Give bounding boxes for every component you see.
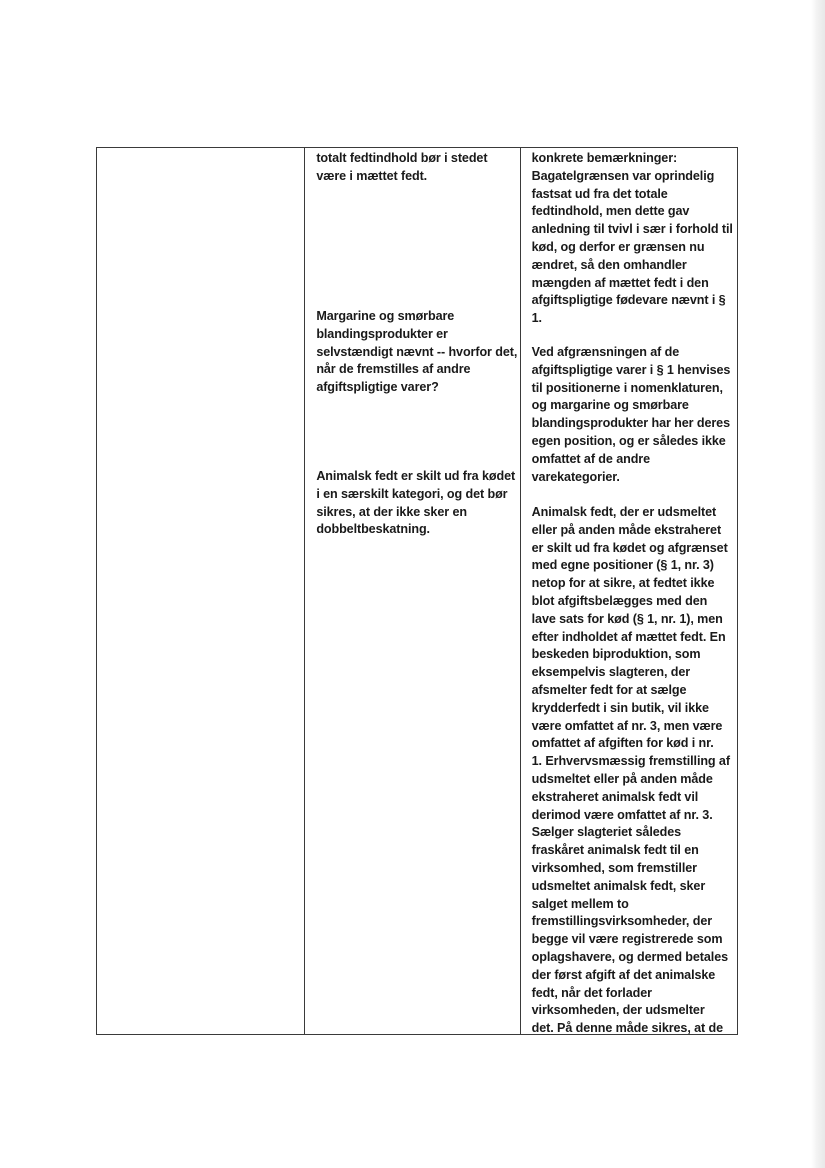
comments-column: [305, 148, 519, 1034]
comment-paragraph-1: totalt fedtindhold bør i stedet være i mættet fedt.: [316, 151, 488, 183]
responses-column: [521, 148, 737, 1034]
table-cell-comments: [305, 148, 520, 1035]
comment-paragraph-2: Margarine og smørbare blandingsprodukter er selvstændigt nævnt -- hvorfor det, når de fremstilles af andre afgiftspligtige varer?: [316, 309, 518, 395]
response-paragraph-1: konkrete bemærkninger: Bagatelgrænsen var oprindelig fastsat ud fra det totale fedtindhold, men dette gav anledning til tvivl i sær i forhold til kød, og derfor er grænsen nu ændret, så den omhandler mængden af mættet fedt i den afgiftspligtige fødevare nævnt i § 1.: [531, 151, 733, 326]
comment-paragraph-3: Animalsk fedt er skilt ud fra kødet i en særskilt kategori, og det bør sikres, at der ikke sker en dobbeltbeskatning.: [316, 469, 516, 537]
response-paragraph-3: Animalsk fedt, der er udsmeltet eller på anden måde ekstraheret er skilt ud fra kødet og afgrænset med egne positioner (§ 1, nr. 3) netop for at sikre, at fedtet ikke blot afgiftsbelægges med den lave sats for kød (§ 1, nr. 1), men efter indholdet af mættet fedt. En beskeden biproduktion, som eksempelvis slagteren, der afsmelter fedt for at sælge krydderfedt i sin butik, vil ikke være omfattet af nr. 3, men være omfattet af afgiften for kød i nr. 1. Erhvervsmæssig fremstilling af udsmeltet eller på anden måde ekstraheret animalsk fedt vil derimod være omfattet af nr. 3. Sælger slagteriet således fraskåret animalsk fedt til en virksomhed, som fremstiller udsmeltet animalsk fedt, sker salget mellem to fremstillingsvirksomheder, der begge vil være registrerede som oplagshavere, og dermed betales der først afgift af det animalske fedt, når det forlader virksomheden, der udsmelter det. På denne måde sikres, at de: [531, 505, 730, 1036]
table-row: [97, 148, 738, 1035]
page-edge-shadow: [811, 0, 825, 1168]
response-paragraph-2: Ved afgrænsningen af de afgiftspligtige varer i § 1 henvises til positionerne i nomenklaturen, og margarine og smørbare blandingsprodukter har her deres egen position, og er således ikke omfattet af de andre varekategorier.: [531, 345, 731, 484]
table-cell-empty: [97, 148, 305, 1035]
table-cell-responses: [520, 148, 737, 1035]
comments-table: [96, 147, 738, 1035]
